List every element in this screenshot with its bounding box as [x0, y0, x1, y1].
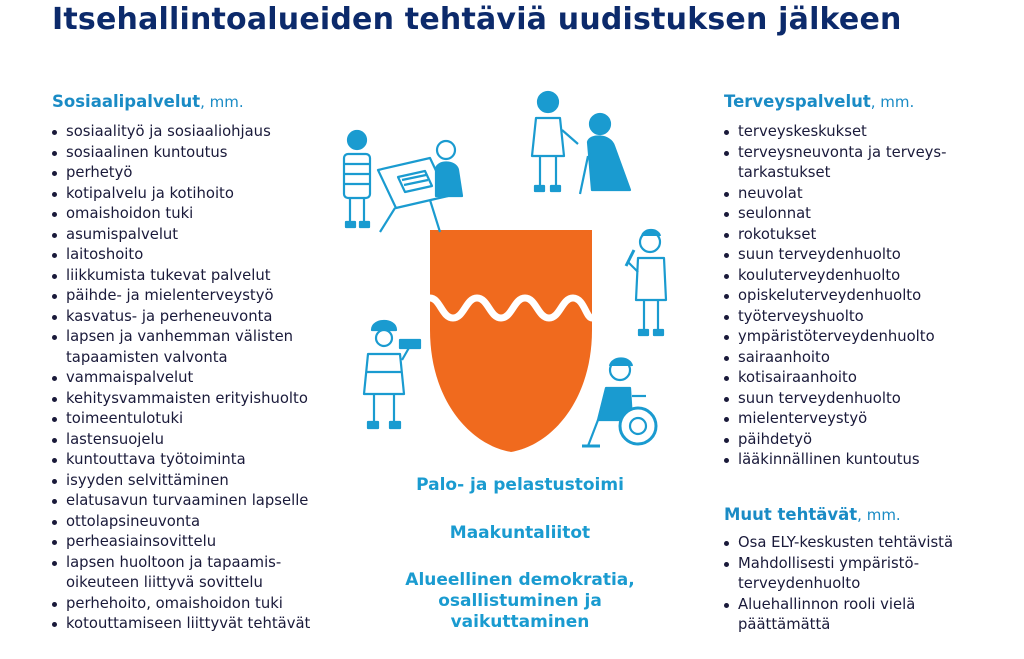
social-list-item-text: tapaamisten valvonta: [66, 348, 228, 366]
health-list-item-text: mielenterveystyö: [738, 410, 868, 427]
social-list-item-text: isyyden selvittäminen: [66, 471, 229, 489]
nurse-with-syringe-icon: [626, 230, 666, 335]
social-list-item-text: kuntouttava työtoiminta: [66, 451, 246, 468]
social-list-item-text: liikkumista tukevat palvelut: [66, 266, 271, 284]
social-list-item-text: kasvatus- ja perheneuvonta: [66, 307, 273, 325]
social-list-item-text: toimeentulotuki: [66, 410, 184, 427]
shield-emblem-icon: [430, 230, 592, 452]
health-list-item-text: opiskeluterveydenhuolto: [738, 287, 922, 304]
social-list-item-text: omaishoidon tuki: [66, 205, 194, 222]
health-list-item-text: neuvolat: [738, 184, 803, 202]
health-list-item-text: sairaanhoito: [738, 348, 830, 366]
other-list-item-text: Aluehallinnon rooli vielä: [738, 595, 916, 613]
rescue-services-label: Palo- ja pelastustoimi: [416, 475, 624, 495]
health-list-item-text: seulonnat: [738, 205, 811, 222]
social-list-item-text: lastensuojelu: [66, 430, 165, 448]
social-list-item-text: elatusavun turvaaminen lapselle: [66, 492, 309, 509]
social-services-heading-text: Sosiaalipalvelut: [52, 92, 201, 111]
social-list-item-text: päihde- ja mielenterveystyö: [66, 287, 274, 304]
health-list-item-text: terveysneuvonta ja terveys-: [738, 143, 947, 161]
social-list-item-text: perheasiainsovittelu: [66, 533, 217, 550]
wheelchair-user-icon: [582, 359, 656, 447]
social-list-item-text: sosiaalityö ja sosiaaliohjaus: [66, 123, 271, 140]
other-tasks-suffix: , mm.: [857, 506, 901, 524]
social-list-item-text: perhetyö: [66, 164, 133, 181]
health-list-item-text: päihdetyö: [738, 430, 813, 448]
regional-councils-label: Maakuntaliitot: [449, 523, 591, 543]
social-list-item-text: lapsen huoltoon ja tapaamis-: [66, 553, 282, 571]
other-list-item-text: Osa ELY-keskusten tehtävistä: [738, 534, 954, 551]
other-list-item-text: päättämättä: [738, 616, 831, 633]
social-list-item-text: asumispalvelut: [66, 225, 179, 243]
other-list-item-text: terveydenhuolto: [738, 575, 861, 592]
social-list-item-text: kehitysvammaisten erityishuolto: [66, 389, 308, 407]
social-list-item-text: kotouttamiseen liittyvät tehtävät: [66, 615, 311, 632]
other-list-item-text: Mahdollisesti ympäristö-: [738, 554, 920, 572]
health-list-item-text: suun terveydenhuolto: [738, 389, 901, 407]
social-list-item-text: sosiaalinen kuntoutus: [66, 143, 228, 161]
social-list-item-text: oikeuteen liittyvä sovittelu: [66, 574, 263, 591]
page-title: Itsehallintoalueiden tehtäviä uudistuksen jälkeen: [52, 2, 902, 37]
other-tasks-heading-text: Muut tehtävät: [724, 505, 858, 524]
health-list-item-text: kotisairaanhoito: [738, 369, 857, 386]
health-list-item-text: terveyskeskukset: [738, 123, 867, 140]
social-list-item-text: vammaispalvelut: [66, 369, 194, 386]
health-services-suffix: , mm.: [870, 93, 915, 111]
democracy-line-3: vaikuttaminen: [450, 612, 590, 632]
democracy-line-1: Alueellinen demokratia,: [405, 570, 635, 590]
health-list-item-text: tarkastukset: [738, 164, 831, 181]
health-list-item-text: suun terveydenhuolto: [738, 246, 901, 263]
caregiver-and-elderly-icon: [532, 92, 630, 194]
social-list-item-text: ottolapsineuvonta: [66, 512, 201, 530]
health-list-item-text: työterveyshuolto: [738, 307, 864, 325]
democracy-line-2: osallistuminen ja: [438, 591, 602, 611]
people-at-drafting-table-icon: [344, 131, 462, 232]
social-list-item-text: lapsen ja vanhemman välisten: [66, 328, 294, 345]
health-list-item-text: kouluterveydenhuolto: [738, 266, 901, 284]
health-list-item-text: lääkinnällinen kuntoutus: [738, 451, 920, 468]
firefighter-icon: [364, 321, 420, 428]
health-list-item-text: rokotukset: [738, 225, 817, 243]
social-list-item-text: perhehoito, omaishoidon tuki: [66, 594, 283, 612]
social-list-item-text: kotipalvelu ja kotihoito: [66, 184, 234, 202]
social-services-suffix: , mm.: [200, 93, 244, 111]
health-list-item-text: ympäristöterveydenhuolto: [738, 328, 935, 345]
health-services-heading-text: Terveyspalvelut: [724, 92, 871, 111]
social-list-item-text: laitoshoito: [66, 246, 144, 263]
